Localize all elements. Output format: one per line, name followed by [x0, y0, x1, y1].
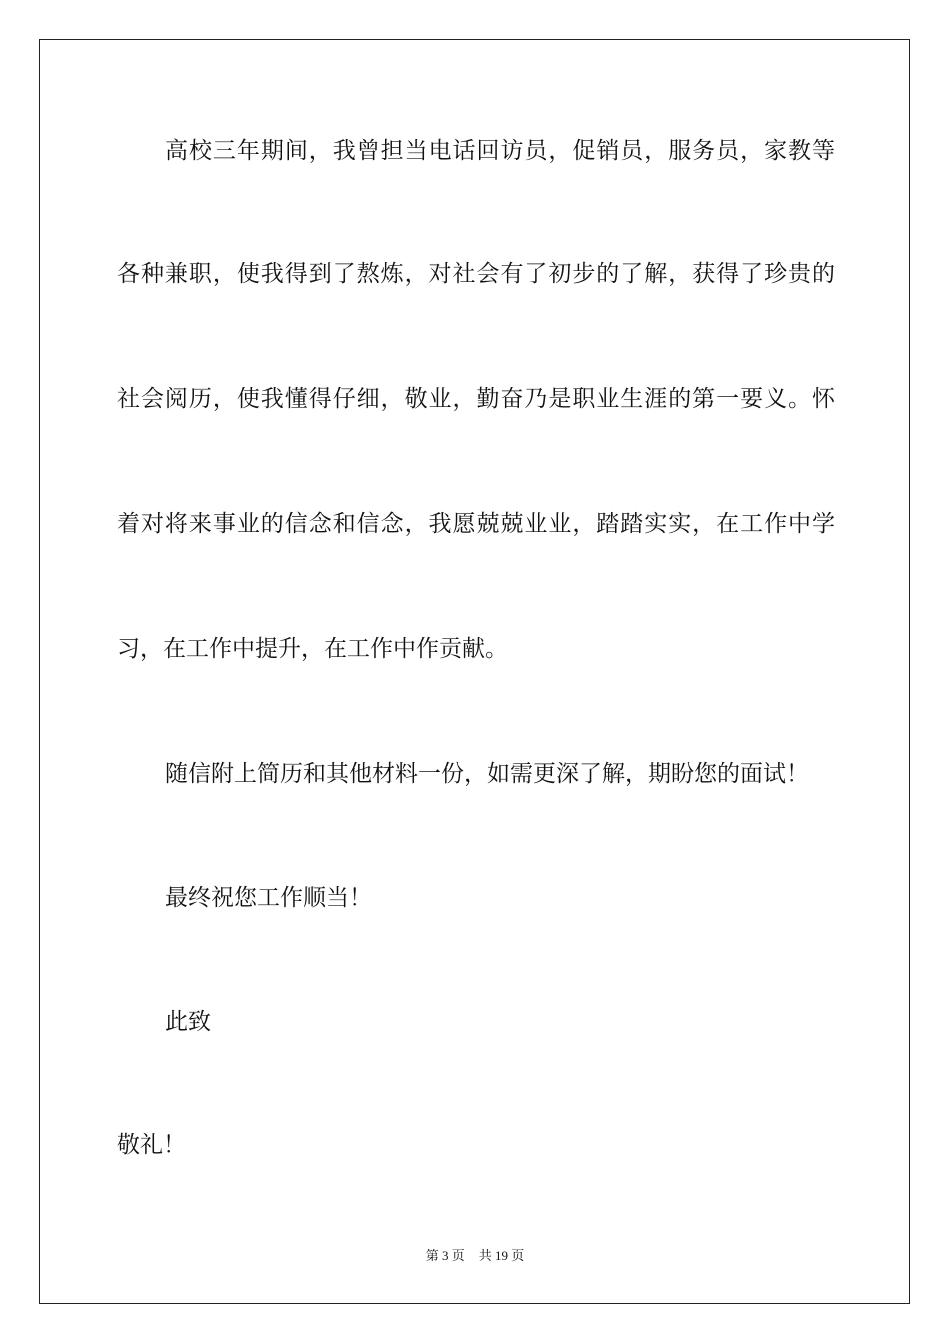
paragraph-2: 随信附上简历和其他材料一份，如需更深了解，期盼您的面试！: [165, 761, 809, 787]
page-footer: [0, 1247, 950, 1265]
salutation-text: 敬礼！: [117, 1132, 186, 1158]
closing-text: 此致: [165, 1009, 211, 1035]
page-border: [39, 39, 910, 1304]
paragraph-1-line-1: 高校三年期间，我曾担当电话回访员，促销员，服务员，家教等: [165, 138, 835, 164]
paragraph-1-line-5: 习，在工作中提升，在工作中作贡献。: [117, 636, 508, 662]
paragraph-1-line-3: 社会阅历，使我懂得仔细，敬业，勤奋乃是职业生涯的第一要义。怀: [117, 386, 835, 412]
paragraph-1-line-4: 着对将来事业的信念和信念，我愿兢兢业业，踏踏实实，在工作中学: [117, 511, 835, 537]
page-number: 第 3 页: [425, 1248, 465, 1263]
paragraph-1-line-2: 各种兼职，使我得到了熬炼，对社会有了初步的了解，获得了珍贵的: [117, 261, 835, 287]
paragraph-3: 最终祝您工作顺当！: [165, 885, 372, 911]
total-pages: 共 19 页: [478, 1248, 525, 1263]
